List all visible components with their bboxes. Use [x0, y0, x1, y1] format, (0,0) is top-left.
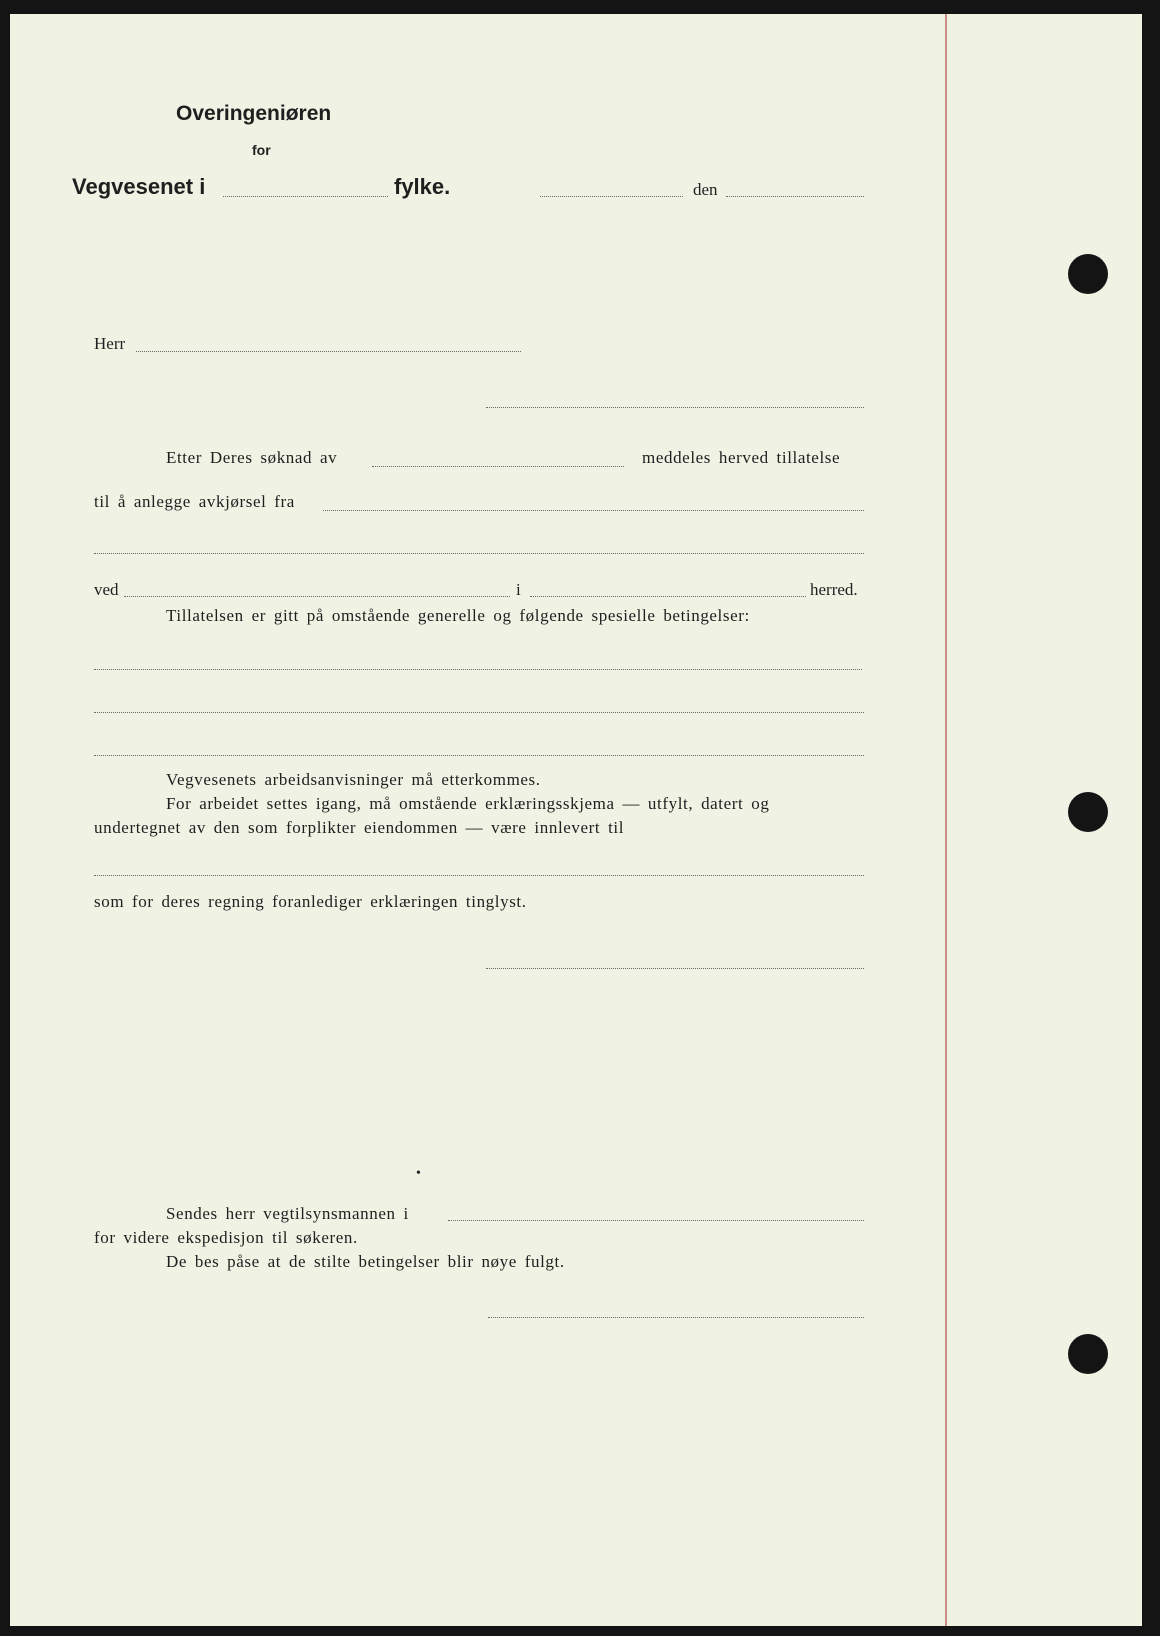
ved-label: ved	[94, 580, 119, 599]
road-field-continued[interactable]	[94, 553, 864, 554]
punch-hole-top	[1068, 254, 1108, 294]
inspector-district-field[interactable]	[448, 1220, 864, 1221]
ink-dot: •	[416, 1166, 421, 1181]
etter-text: Etter Deres søknad av	[166, 448, 338, 467]
anlegge-text: til å anlegge avkjørsel fra	[94, 492, 295, 511]
form-sheet	[10, 14, 1142, 1626]
i-label: i	[516, 580, 521, 599]
letterhead-title: Overingeniøren	[176, 102, 332, 125]
address-field[interactable]	[486, 407, 864, 408]
signature-line-2[interactable]	[488, 1317, 864, 1318]
road-field[interactable]	[323, 510, 864, 511]
punch-hole-middle	[1068, 792, 1108, 832]
property-field[interactable]	[124, 596, 510, 597]
date-field[interactable]	[726, 196, 864, 197]
letterhead-agency-prefix: Vegvesenet i	[72, 174, 206, 199]
herred-label: herred.	[810, 580, 858, 599]
letterhead-agency-suffix: fylke.	[394, 174, 451, 199]
submit-to-field[interactable]	[94, 875, 864, 876]
place-field[interactable]	[540, 196, 683, 197]
addressee-field[interactable]	[136, 351, 521, 352]
signature-line-1[interactable]	[486, 968, 864, 969]
date-label: den	[693, 180, 718, 199]
punch-hole-bottom	[1068, 1334, 1108, 1374]
herr-label: Herr	[94, 334, 126, 353]
letterhead-for: for	[252, 142, 271, 158]
meddeles-text: meddeles herved tillatelse	[642, 448, 841, 467]
conditions-line-3[interactable]	[94, 755, 864, 756]
county-field[interactable]	[223, 196, 388, 197]
margin-rule	[945, 14, 947, 1626]
application-date-field[interactable]	[372, 466, 624, 467]
videre-text: for videre ekspedisjon til søkeren.	[94, 1228, 358, 1247]
municipality-field[interactable]	[530, 596, 806, 597]
sendes-text: Sendes herr vegtilsynsmannen i	[166, 1204, 409, 1223]
undertegnet-text: undertegnet av den som forplikter eiendommen — være innlevert til	[94, 818, 625, 837]
arbeidsanvisninger-text: Vegvesenets arbeidsanvisninger må etterkommes.	[166, 770, 541, 789]
for-arbeidet-text: For arbeidet settes igang, må omstående erklæringsskjema — utfylt, datert og	[166, 794, 770, 813]
conditions-line-2[interactable]	[94, 712, 864, 713]
conditions-line-1[interactable]	[94, 669, 862, 670]
tillatelsen-text: Tillatelsen er gitt på omstående generelle og følgende spesielle betingelser:	[166, 606, 750, 625]
regning-text: som for deres regning foranlediger erklæringen tinglyst.	[94, 892, 527, 911]
paase-text: De bes påse at de stilte betingelser blir nøye fulgt.	[166, 1252, 565, 1271]
